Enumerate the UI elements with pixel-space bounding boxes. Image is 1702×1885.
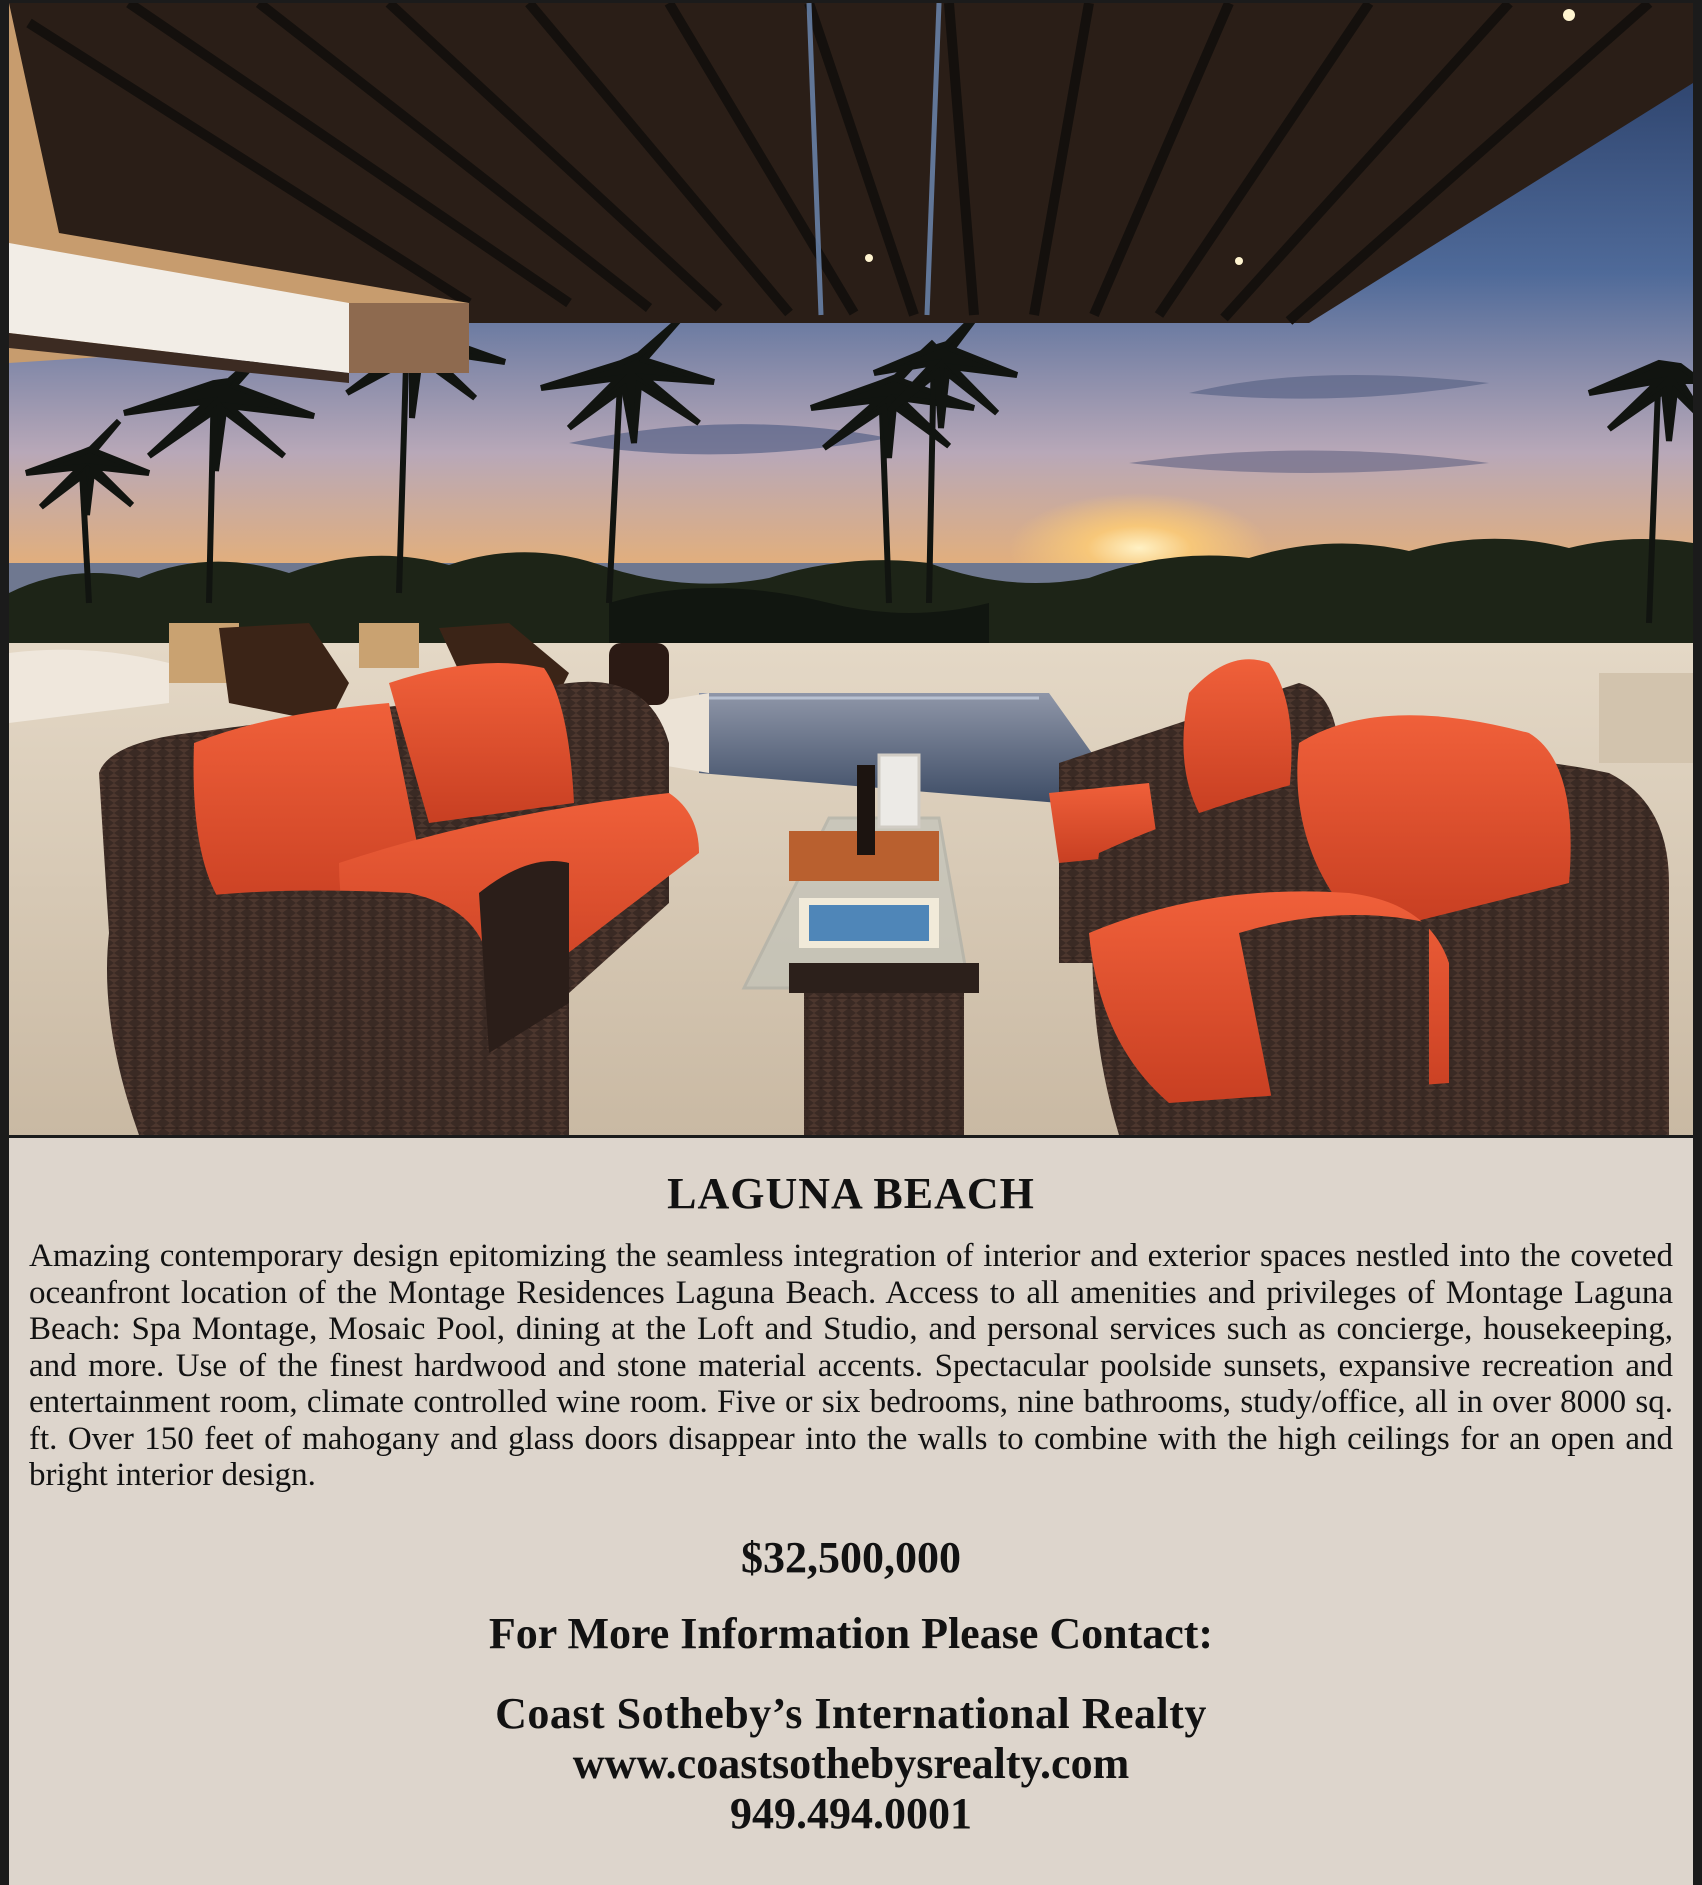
contact-heading: For More Information Please Contact: — [488, 1609, 1214, 1658]
listing-details — [9, 1138, 1693, 1885]
listing-price: $32,500,000 — [741, 1533, 961, 1582]
realty-website[interactable]: www.coastsothebysrealty.com — [572, 1739, 1130, 1788]
realty-phone[interactable]: 949.494.0001 — [730, 1789, 972, 1838]
realty-company-name: Coast Sotheby’s International Realty — [495, 1689, 1207, 1738]
listing-description: Amazing contemporary design epitomizing the seamless integration of interior and exterior spaces nestled into the coveted oceanfront location of the Montage Residences Laguna Beach. Access to all amenities and privileges of Montage Laguna Beach: Spa Montage, Mosaic Pool, dining at the Loft and Studio, and personal services such as concierge, housekeeping, and more. Use of the finest hardwood and stone material accents. Spectacular poolside sunsets, expansive recreation and entertainment room, climate controlled wine room. Five or six bedrooms, nine bathrooms, study/office, all in over 8000 sq. ft. Over 150 feet of mahogany and glass doors disappear into the walls to combine with the high ceilings for an open and bright interior design. — [29, 1238, 1673, 1493]
listing-title: LAGUNA BEACH — [667, 1169, 1035, 1218]
listing-photo — [9, 3, 1693, 1138]
